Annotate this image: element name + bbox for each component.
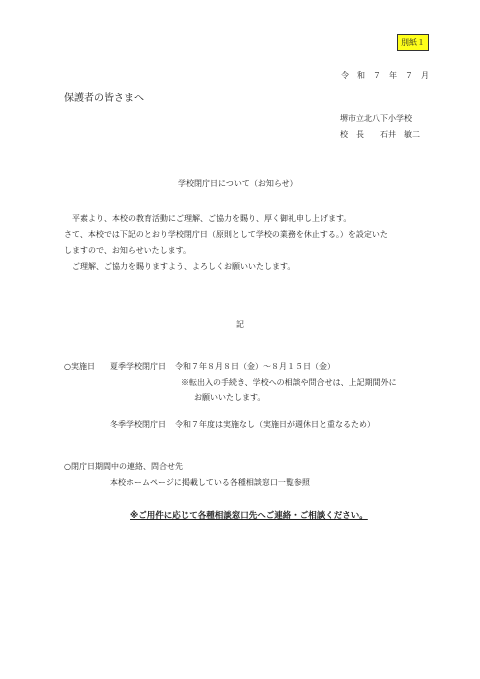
body-paragraph-1: 平素より、本校の教育活動にご理解、ご協力を賜り、厚く御礼申し上げます。	[72, 214, 352, 223]
school-name: 堺市立北八下小学校	[340, 114, 412, 123]
winter-closure-text: 令和７年度は実施なし（実施日が週休日と重なるため）	[175, 420, 375, 429]
winter-closure-label: 冬季学校閉庁日	[110, 420, 166, 429]
document-title: 学校閉庁日について（お知らせ）	[178, 179, 298, 188]
summer-closure-note-1: ※転出入の手続き、学校への相談や問合せは、上記期間外に	[181, 378, 397, 387]
summer-closure-label: 夏季学校閉庁日	[110, 362, 166, 371]
summer-closure-note-2: お願いいたします。	[194, 393, 266, 402]
issue-date: 令 和 ７ 年 ７ 月	[341, 71, 429, 80]
important-notice: ※ご用件に応じて各種相談窓口先へご連絡・ご相談ください。	[130, 511, 368, 521]
schedule-label: ○実施日	[64, 362, 95, 371]
recipient-line: 保護者の皆さまへ	[64, 93, 144, 104]
body-paragraph-2-line-2: しますので、お知らせいたします。	[64, 246, 191, 255]
ki-heading: 記	[236, 320, 244, 329]
contact-label: ○閉庁日期間中の連絡、問合せ先	[64, 462, 183, 471]
contact-text: 本校ホームページに掲載している各種相談窓口一覧参照	[110, 478, 310, 487]
body-paragraph-2-line-1: さて、本校では下記のとおり学校閉庁日（原則として学校の業務を休止する。）を設定いた	[64, 230, 388, 239]
principal-name: 校 長 石井 敏二	[340, 130, 420, 139]
summer-closure-dates: 令和７年８月８日（金）～８月１５日（金）	[175, 362, 335, 371]
attachment-tag: 別紙１	[397, 34, 429, 51]
body-paragraph-3: ご理解、ご協力を賜りますよう、よろしくお願いいたします。	[72, 262, 296, 271]
